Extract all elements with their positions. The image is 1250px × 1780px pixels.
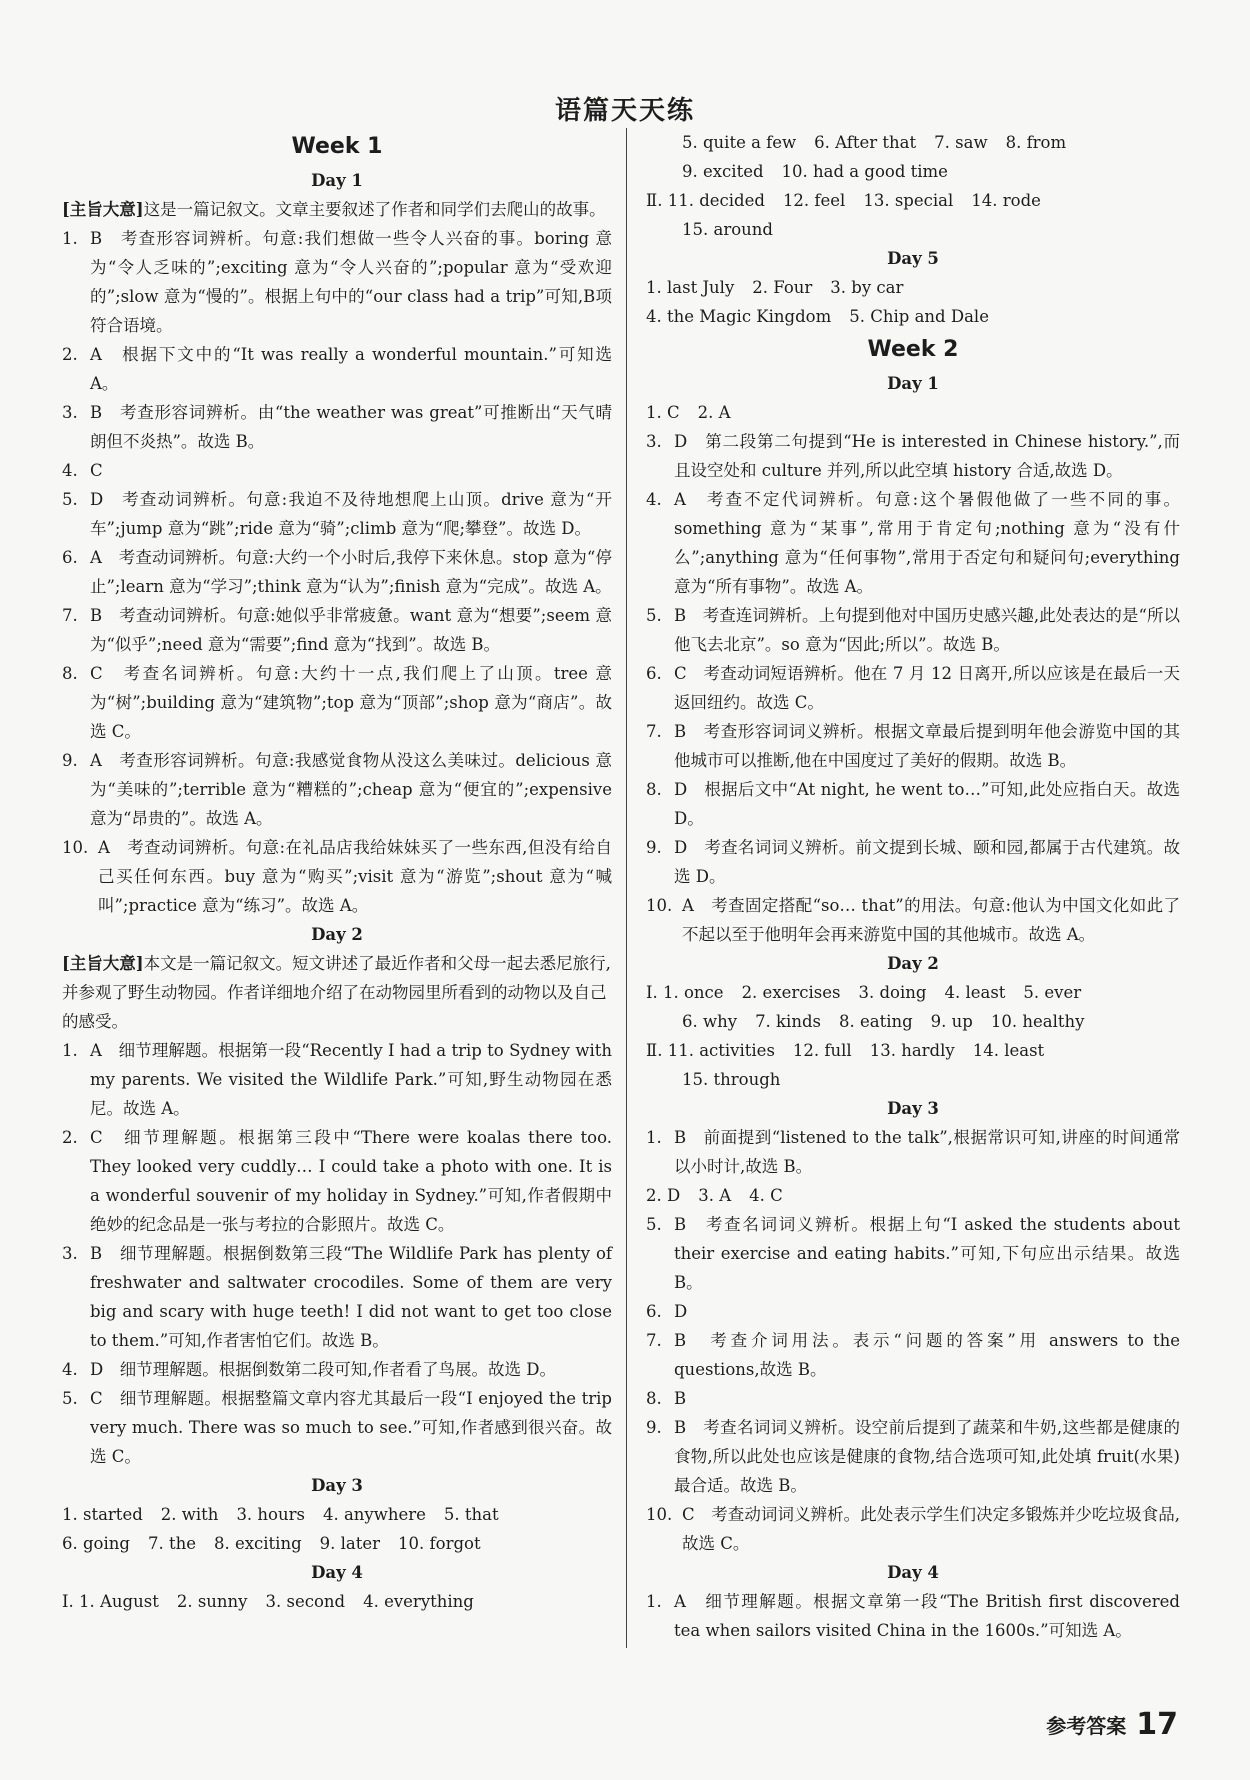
answer-entry: 3. A bbox=[698, 1186, 732, 1205]
answer-entry: 4. C bbox=[749, 1186, 783, 1205]
answer-explanation: A 细节理解题。根据第一段“Recently I had a trip to Sydney with my parents. We visited the Wildlife Park.”可知,野生动物园在悉尼。故选 A。 bbox=[90, 1041, 612, 1118]
answer-entry: 8. eating bbox=[838, 1012, 913, 1031]
answer-number: 1. bbox=[62, 1041, 78, 1060]
answer-row bbox=[646, 978, 1180, 1007]
main-idea-paragraph bbox=[62, 949, 612, 1036]
answer-entry: 2. with bbox=[160, 1505, 219, 1524]
answer-number: 10. bbox=[646, 1505, 673, 1524]
answer-number: 6. bbox=[62, 548, 78, 567]
answer-row bbox=[62, 1529, 612, 1558]
answer-entry: 2. Four bbox=[752, 278, 813, 297]
answer-row bbox=[646, 1065, 1180, 1094]
answer-entry: 15. through bbox=[682, 1070, 781, 1089]
answer-explanation: C 细节理解题。根据整篇文章内容尤其最后一段“I enjoyed the trip very much. There was so much to see.”可知,作者感到很兴奋。故选 C。 bbox=[90, 1389, 612, 1466]
answer-item bbox=[62, 1384, 612, 1471]
answer-entry: 3. by car bbox=[830, 278, 904, 297]
answer-number: 5. bbox=[62, 1389, 78, 1408]
answer-row bbox=[646, 1036, 1180, 1065]
answer-entry: 6. why bbox=[682, 1012, 738, 1031]
answer-number: 2. bbox=[62, 1128, 78, 1147]
answer-explanation: C 考查动词短语辨析。他在 7 月 12 日离开,所以应该是在最后一天返回纽约。故选 C。 bbox=[674, 664, 1180, 712]
day-heading: Day 3 bbox=[887, 1099, 939, 1118]
main-idea-paragraph bbox=[62, 195, 612, 224]
day-heading: Day 4 bbox=[311, 1563, 363, 1582]
answer-number: 8. bbox=[646, 1389, 662, 1408]
answer-number: 6. bbox=[646, 664, 662, 683]
answer-row bbox=[62, 1500, 612, 1529]
answer-number: 3. bbox=[646, 432, 662, 451]
answer-entry: 8. from bbox=[1005, 133, 1067, 152]
answer-row bbox=[646, 157, 1180, 186]
answer-number: 4. bbox=[62, 1360, 78, 1379]
answer-explanation: C 细节理解题。根据第三段中“There were koalas there too. They looked very cuddly… I could take a photo with one. It is a wonderful souvenir of my holiday in Sydney.”可知,作者假期中绝妙的纪念品是一张与考拉的合影照片。故选 C。 bbox=[90, 1128, 612, 1234]
answer-item bbox=[62, 485, 612, 543]
answer-item bbox=[62, 659, 612, 746]
answer-entry: 7. the bbox=[147, 1534, 196, 1553]
answer-number: 8. bbox=[62, 664, 78, 683]
answer-item bbox=[62, 398, 612, 456]
answer-entry: 14. least bbox=[972, 1041, 1045, 1060]
day-heading: Day 1 bbox=[311, 171, 363, 190]
day-heading: Day 2 bbox=[887, 954, 939, 973]
answer-entry: 9. excited bbox=[682, 162, 764, 181]
page-number: 17 bbox=[1136, 1707, 1178, 1742]
answer-explanation: B 考查形容词词义辨析。根据文章最后提到明年他会游览中国的其他城市可以推断,他在中国度过了美好的假期。故选 B。 bbox=[674, 722, 1180, 770]
answer-entry: 7. kinds bbox=[755, 1012, 821, 1031]
answer-explanation: B 考查形容词辨析。由“the weather was great”可推断出“天气晴朗但不炎热”。故选 B。 bbox=[90, 403, 612, 451]
answer-explanation: A 细节理解题。根据文章第一段“The British first discovered tea when sailors visited China in the 1600s.”可知选 A。 bbox=[674, 1592, 1180, 1640]
answer-explanation: B bbox=[674, 1389, 687, 1408]
answer-number: 4. bbox=[62, 461, 78, 480]
answer-item bbox=[646, 833, 1180, 891]
answer-row bbox=[62, 1587, 612, 1616]
answer-number: 10. bbox=[646, 896, 673, 915]
answer-number: 9. bbox=[646, 838, 662, 857]
answer-item bbox=[62, 833, 612, 920]
answer-item bbox=[62, 1239, 612, 1355]
answer-entry: 8. exciting bbox=[213, 1534, 302, 1553]
answer-explanation: A 考查动词辨析。句意:在礼品店我给妹妹买了一些东西,但没有给自己买任何东西。buy 意为“购买”;visit 意为“游览”;shout 意为“喊叫”;practice 意为“练习”。故选 A。 bbox=[98, 838, 612, 915]
answer-explanation: C bbox=[90, 461, 103, 480]
answer-entry: 1. started bbox=[62, 1505, 143, 1524]
answer-number: 5. bbox=[646, 606, 662, 625]
answer-entry: 13. special bbox=[863, 191, 954, 210]
answer-explanation: B 考查形容词辨析。句意:我们想做一些令人兴奋的事。boring 意为“令人乏味的”;exciting 意为“令人兴奋的”;popular 意为“受欢迎的”;slow 意为“慢的”。根据上句中的“our class had a trip”可知,B项符合语境。 bbox=[90, 229, 612, 335]
answer-entry: Ⅰ. 1. August bbox=[62, 1592, 159, 1611]
answer-number: 3. bbox=[62, 403, 78, 422]
answer-item bbox=[646, 659, 1180, 717]
answer-item bbox=[62, 1123, 612, 1239]
answer-item bbox=[646, 1384, 1180, 1413]
answer-number: 5. bbox=[646, 1215, 662, 1234]
answer-item bbox=[646, 1587, 1180, 1645]
answer-entry: 5. Chip and Dale bbox=[849, 307, 989, 326]
right-column bbox=[646, 128, 1180, 1645]
answer-entry: 9. up bbox=[930, 1012, 973, 1031]
answer-number: 6. bbox=[646, 1302, 662, 1321]
answer-explanation: B 考查动词辨析。句意:她似乎非常疲惫。want 意为“想要”;seem 意为“似乎”;need 意为“需要”;find 意为“找到”。故选 B。 bbox=[90, 606, 612, 654]
answer-item bbox=[646, 1326, 1180, 1384]
answer-entry: 2. sunny bbox=[176, 1592, 248, 1611]
answer-item bbox=[62, 1355, 612, 1384]
answer-entry: 9. later bbox=[319, 1534, 381, 1553]
answer-entry: 3. hours bbox=[236, 1505, 305, 1524]
answer-explanation: D 细节理解题。根据倒数第二段可知,作者看了鸟展。故选 D。 bbox=[90, 1360, 556, 1379]
answer-row bbox=[646, 1181, 1180, 1210]
answer-entry: 2. D bbox=[646, 1186, 681, 1205]
answer-entry: 5. that bbox=[443, 1505, 499, 1524]
answer-explanation: B 考查名词词义辨析。根据上句“I asked the students about their exercise and eating habits.”可知,下句应出示结果。故选 B。 bbox=[674, 1215, 1180, 1292]
answer-number: 3. bbox=[62, 1244, 78, 1263]
answer-entry: 2. exercises bbox=[741, 983, 841, 1002]
answer-item bbox=[646, 717, 1180, 775]
answer-explanation: D bbox=[674, 1302, 688, 1321]
answer-entry: 5. quite a few bbox=[682, 133, 797, 152]
answer-number: 1. bbox=[646, 1592, 662, 1611]
answer-item bbox=[62, 601, 612, 659]
answer-item bbox=[62, 224, 612, 340]
answer-entry: 10. forgot bbox=[398, 1534, 481, 1553]
main-idea-text: 本文是一篇记叙文。短文讲述了最近作者和父母一起去悉尼旅行,并参观了野生动物园。作者详细地介绍了在动物园里所看到的动物以及自己的感受。 bbox=[62, 954, 611, 1031]
answer-row bbox=[646, 186, 1180, 215]
answer-number: 9. bbox=[646, 1418, 662, 1437]
answer-entry: 12. full bbox=[792, 1041, 852, 1060]
answer-item bbox=[62, 456, 612, 485]
answer-number: 8. bbox=[646, 780, 662, 799]
answer-number: 7. bbox=[62, 606, 78, 625]
answer-item bbox=[62, 543, 612, 601]
answer-number: 7. bbox=[646, 1331, 662, 1350]
page-title: 语篇天天练 bbox=[554, 96, 695, 126]
answer-item bbox=[646, 485, 1180, 601]
answer-number: 1. bbox=[62, 229, 78, 248]
answer-entry: 2. A bbox=[697, 403, 731, 422]
answer-explanation: D 考查动词辨析。句意:我迫不及待地想爬上山顶。drive 意为“开车”;jump 意为“跳”;ride 意为“骑”;climb 意为“爬;攀登”。故选 D。 bbox=[90, 490, 612, 538]
answer-entry: 12. feel bbox=[782, 191, 846, 210]
answer-explanation: A 考查动词辨析。句意:大约一个小时后,我停下来休息。stop 意为“停止”;learn 意为“学习”;think 意为“认为”;finish 意为“完成”。故选 A。 bbox=[90, 548, 612, 596]
answer-explanation: B 细节理解题。根据倒数第三段“The Wildlife Park has plenty of freshwater and saltwater crocodiles. Some of them are very big and scary with huge teeth! I did not want to get too close to them.”可知,作者害怕它们。故选 B。 bbox=[90, 1244, 612, 1350]
answer-entry: 1. last July bbox=[646, 278, 735, 297]
answer-entry: 4. least bbox=[944, 983, 1006, 1002]
answer-item bbox=[646, 1413, 1180, 1500]
answer-entry: 6. going bbox=[62, 1534, 130, 1553]
left-column bbox=[62, 128, 612, 1616]
week-heading: Week 1 bbox=[291, 134, 383, 159]
answer-explanation: D 根据后文中“At night, he went to…”可知,此处应指白天。故选 D。 bbox=[674, 780, 1180, 828]
answer-item bbox=[646, 775, 1180, 833]
day-heading: Day 4 bbox=[887, 1563, 939, 1582]
answer-number: 4. bbox=[646, 490, 662, 509]
answer-entry: 1. C bbox=[646, 403, 680, 422]
answer-explanation: A 考查不定代词辨析。句意:这个暑假他做了一些不同的事。something 意为“某事”,常用于肯定句;nothing 意为“没有什么”;anything 意为“任何事物”,常用于否定句和疑问句;everything 意为“所有事物”。故选 A。 bbox=[674, 490, 1180, 596]
day-heading: Day 5 bbox=[887, 249, 939, 268]
answer-item bbox=[646, 1297, 1180, 1326]
answer-number: 10. bbox=[62, 838, 89, 857]
day-heading: Day 2 bbox=[311, 925, 363, 944]
answer-explanation: A 考查固定搭配“so… that”的用法。句意:他认为中国文化如此了不起以至于他明年会再来游览中国的其他城市。故选 A。 bbox=[682, 896, 1180, 944]
answer-explanation: C 考查名词辨析。句意:大约十一点,我们爬上了山顶。tree 意为“树”;building 意为“建筑物”;top 意为“顶部”;shop 意为“商店”。故选 C。 bbox=[90, 664, 612, 741]
answer-row bbox=[646, 398, 1180, 427]
answer-item bbox=[646, 427, 1180, 485]
answer-number: 9. bbox=[62, 751, 78, 770]
answer-row bbox=[646, 1007, 1180, 1036]
answer-entry: Ⅱ. 11. decided bbox=[646, 191, 765, 210]
main-idea-label: [主旨大意] bbox=[62, 954, 144, 973]
column-divider bbox=[626, 128, 627, 1648]
answer-explanation: D 考查名词词义辨析。前文提到长城、颐和园,都属于古代建筑。故选 D。 bbox=[674, 838, 1180, 886]
answer-row bbox=[646, 128, 1180, 157]
answer-explanation: B 考查名词词义辨析。设空前后提到了蔬菜和牛奶,这些都是健康的食物,所以此处也应该是健康的食物,结合选项可知,此处填 fruit(水果)最合适。故选 B。 bbox=[674, 1418, 1180, 1495]
week-heading: Week 2 bbox=[867, 337, 959, 362]
answer-item bbox=[646, 1123, 1180, 1181]
answer-item bbox=[646, 601, 1180, 659]
answer-entry: Ⅱ. 11. activities bbox=[646, 1041, 775, 1060]
answer-item bbox=[646, 1210, 1180, 1297]
answer-entry: 14. rode bbox=[971, 191, 1041, 210]
answer-entry: 4. everything bbox=[363, 1592, 474, 1611]
answer-entry: 7. saw bbox=[934, 133, 988, 152]
answer-explanation: B 考查连词辨析。上句提到他对中国历史感兴趣,此处表达的是“所以他飞去北京”。so 意为“因此;所以”。故选 B。 bbox=[674, 606, 1180, 654]
answer-number: 2. bbox=[62, 345, 78, 364]
answer-explanation: B 考查介词用法。表示“问题的答案”用 answers to the questions,故选 B。 bbox=[674, 1331, 1180, 1379]
answer-row bbox=[646, 302, 1180, 331]
answer-explanation: A 根据下文中的“It was really a wonderful mountain.”可知选 A。 bbox=[90, 345, 612, 393]
answer-entry: 10. had a good time bbox=[781, 162, 948, 181]
answer-explanation: C 考查动词词义辨析。此处表示学生们决定多锻炼并少吃垃圾食品,故选 C。 bbox=[682, 1505, 1180, 1553]
answer-entry: 13. hardly bbox=[869, 1041, 955, 1060]
answer-explanation: D 第二段第二句提到“He is interested in Chinese history.”,而且设空处和 culture 并列,所以此空填 history 合适,故选 D。 bbox=[674, 432, 1180, 480]
answer-entry: 15. around bbox=[682, 220, 773, 239]
answer-row bbox=[646, 215, 1180, 244]
answer-entry: 6. After that bbox=[814, 133, 917, 152]
answer-item bbox=[62, 746, 612, 833]
answer-number: 7. bbox=[646, 722, 662, 741]
main-idea-label: [主旨大意] bbox=[62, 200, 144, 219]
day-heading: Day 1 bbox=[887, 374, 939, 393]
page-footer bbox=[1046, 1707, 1178, 1742]
answer-entry: 3. second bbox=[265, 1592, 346, 1611]
answer-entry: 4. anywhere bbox=[322, 1505, 426, 1524]
answer-entry: 4. the Magic Kingdom bbox=[646, 307, 832, 326]
day-heading: Day 3 bbox=[311, 1476, 363, 1495]
answer-explanation: B 前面提到“listened to the talk”,根据常识可知,讲座的时间通常以小时计,故选 B。 bbox=[674, 1128, 1180, 1176]
answer-entry: 5. ever bbox=[1023, 983, 1082, 1002]
answer-explanation: A 考查形容词辨析。句意:我感觉食物从没这么美味过。delicious 意为“美味的”;terrible 意为“糟糕的”;cheap 意为“便宜的”;expensive 意为“昂贵的”。故选 A。 bbox=[90, 751, 612, 828]
answer-number: 5. bbox=[62, 490, 78, 509]
answer-entry: 10. healthy bbox=[990, 1012, 1085, 1031]
answer-item bbox=[646, 1500, 1180, 1558]
main-idea-text: 这是一篇记叙文。文章主要叙述了作者和同学们去爬山的故事。 bbox=[143, 200, 606, 219]
answer-item bbox=[62, 340, 612, 398]
answer-item bbox=[646, 891, 1180, 949]
answer-row bbox=[646, 273, 1180, 302]
answer-item bbox=[62, 1036, 612, 1123]
answer-entry: 3. doing bbox=[858, 983, 927, 1002]
answer-number: 1. bbox=[646, 1128, 662, 1147]
answer-entry: Ⅰ. 1. once bbox=[646, 983, 724, 1002]
footer-label: 参考答案 bbox=[1046, 1714, 1127, 1738]
